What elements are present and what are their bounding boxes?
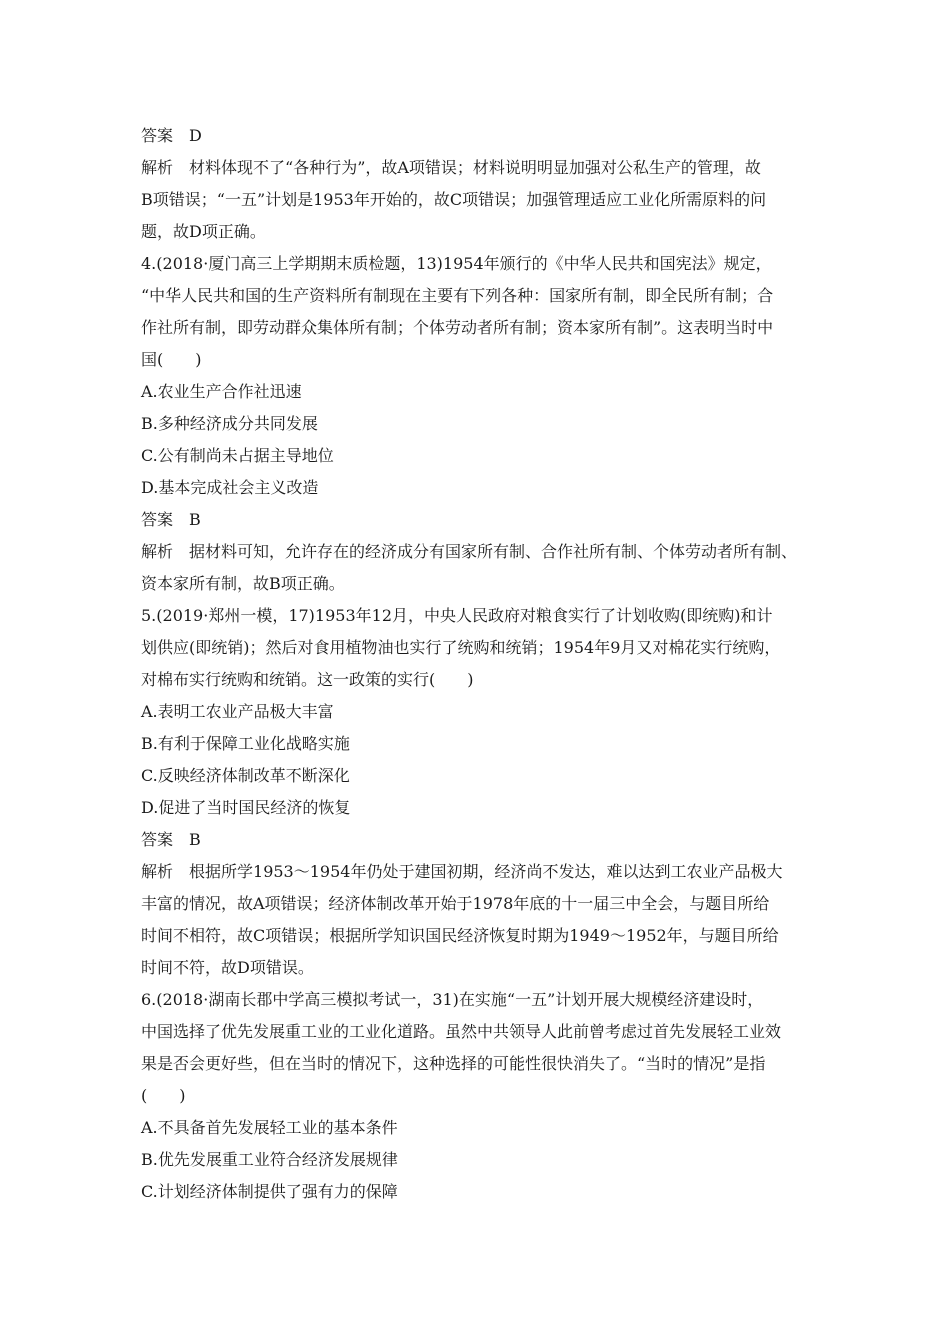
answer-value: B <box>189 510 201 529</box>
analysis-line: 丰富的情况，故A项错误；经济体制改革开始于1978年底的十一届三中全会，与题目所给 <box>141 894 770 913</box>
analysis-label: 解析 <box>141 158 174 177</box>
option-b: B.有利于保障工业化战略实施 <box>141 734 350 753</box>
answer-value: B <box>189 830 201 849</box>
option-d: D.基本完成社会主义改造 <box>141 478 319 497</box>
analysis-line: B项错误；“一五”计划是1953年开始的，故C项错误；加强管理适应工业化所需原料的问 <box>141 190 767 209</box>
option-c: C.计划经济体制提供了强有力的保障 <box>141 1182 398 1201</box>
question-6 <box>141 984 813 1208</box>
question-stem-line: 划供应(即统销)；然后对食用植物油也实行了统购和统销；1954年9月又对棉花实行统购， <box>141 638 781 657</box>
analysis-label: 解析 <box>141 862 174 881</box>
q4-answer <box>141 504 813 536</box>
answer-label: 答案 <box>141 510 174 529</box>
analysis-line: 时间不相符，故C项错误；根据所学知识国民经济恢复时期为1949～1952年，与题目所给 <box>141 926 779 945</box>
analysis-line: 题，故D项正确。 <box>141 222 266 241</box>
q3-analysis <box>141 152 813 248</box>
question-4 <box>141 248 813 600</box>
analysis-line: 时间不符，故D项错误。 <box>141 958 314 977</box>
question-stem-line: 5.(2019·郑州一模，17)1953年12月，中央人民政府对粮食实行了计划收购(即统购)和计 <box>141 606 773 625</box>
q3-answer <box>141 120 813 152</box>
question-stem-line: 4.(2018·厦门高三上学期期末质检题，13)1954年颁行的《中华人民共和国宪法》规定， <box>141 254 772 273</box>
question-stem-line: 6.(2018·湖南长郡中学高三模拟考试一，31)在实施“一五”计划开展大规模经济建设时， <box>141 990 764 1009</box>
option-b: B.多种经济成分共同发展 <box>141 414 318 433</box>
question-5 <box>141 600 813 984</box>
analysis-label: 解析 <box>141 542 174 561</box>
option-c: C.公有制尚未占据主导地位 <box>141 446 334 465</box>
document-page <box>141 120 813 1208</box>
option-c: C.反映经济体制改革不断深化 <box>141 766 350 785</box>
question-stem-line: 作社所有制，即劳动群众集体所有制；个体劳动者所有制；资本家所有制”。这表明当时中 <box>141 318 774 337</box>
q5-answer <box>141 824 813 856</box>
question-stem-line: “中华人民共和国的生产资料所有制现在主要有下列各种：国家所有制，即全民所有制；合 <box>141 286 774 305</box>
question-stem-line: ( ) <box>141 1086 186 1105</box>
analysis-line: 资本家所有制，故B项正确。 <box>141 574 345 593</box>
option-a: A.农业生产合作社迅速 <box>141 382 302 401</box>
question-stem-line: 对棉布实行统购和统销。这一政策的实行( ) <box>141 670 474 689</box>
option-a: A.不具备首先发展轻工业的基本条件 <box>141 1118 398 1137</box>
question-stem-line: 国( ) <box>141 350 202 369</box>
answer-label: 答案 <box>141 126 174 145</box>
answer-label: 答案 <box>141 830 174 849</box>
analysis-line: 材料体现不了“各种行为”，故A项错误；材料说明明显加强对公私生产的管理，故 <box>189 158 761 177</box>
option-b: B.优先发展重工业符合经济发展规律 <box>141 1150 398 1169</box>
question-stem-line: 果是否会更好些，但在当时的情况下，这种选择的可能性很快消失了。“当时的情况”是指 <box>141 1054 766 1073</box>
analysis-line: 根据所学1953～1954年仍处于建国初期，经济尚不发达，难以达到工农业产品极大 <box>189 862 783 881</box>
answer-value: D <box>189 126 202 145</box>
option-a: A.表明工农业产品极大丰富 <box>141 702 334 721</box>
option-d: D.促进了当时国民经济的恢复 <box>141 798 351 817</box>
question-stem-line: 中国选择了优先发展重工业的工业化道路。虽然中共领导人此前曾考虑过首先发展轻工业效 <box>141 1022 782 1041</box>
analysis-line: 据材料可知，允许存在的经济成分有国家所有制、合作社所有制、个体劳动者所有制、 <box>189 542 798 561</box>
